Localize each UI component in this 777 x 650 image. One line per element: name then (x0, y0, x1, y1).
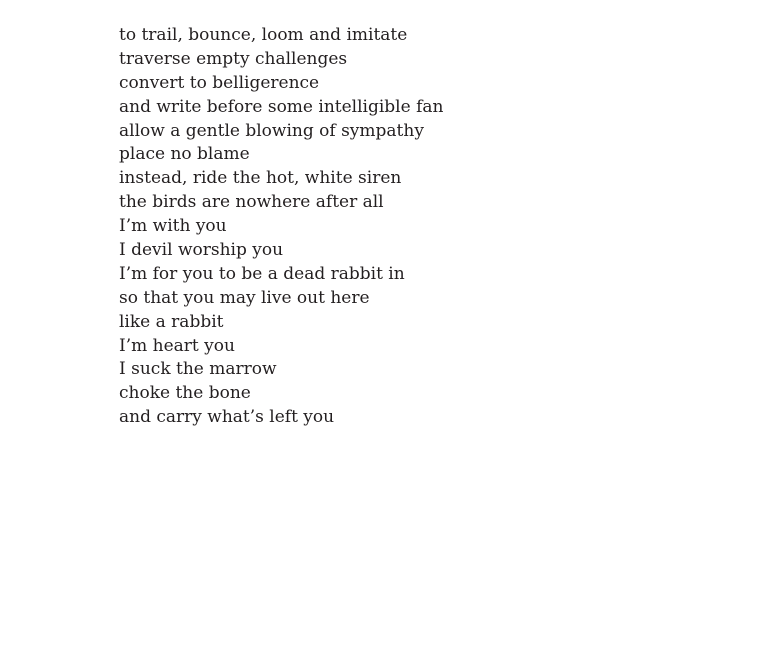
poem-line: choke the bone (119, 383, 251, 404)
poem-line: and carry what’s left you (119, 407, 335, 428)
poem-line: convert to belligerence (119, 72, 320, 93)
poem-line: allow a gentle blowing of sympathy (119, 120, 424, 141)
poem-line: like a rabbit (119, 311, 224, 332)
poem-line: I devil worship you (119, 240, 284, 261)
poem-line: place no blame (119, 144, 250, 165)
poem-line: instead, ride the hot, white siren (119, 168, 402, 189)
poem-line: I suck the marrow (119, 359, 277, 380)
poem-line: traverse empty challenges (119, 48, 348, 69)
poem-line: the birds are nowhere after all (119, 192, 384, 213)
poem-text (119, 24, 443, 430)
poem-line: to trail, bounce, loom and imitate (119, 25, 408, 45)
poem-line: I’m with you (119, 216, 227, 237)
poem-line: and write before some intelligible fan (119, 96, 444, 117)
poem-line: so that you may live out here (119, 287, 370, 308)
poem-line: I’m for you to be a dead rabbit in (119, 263, 405, 284)
poem-line: I’m heart you (119, 335, 235, 356)
